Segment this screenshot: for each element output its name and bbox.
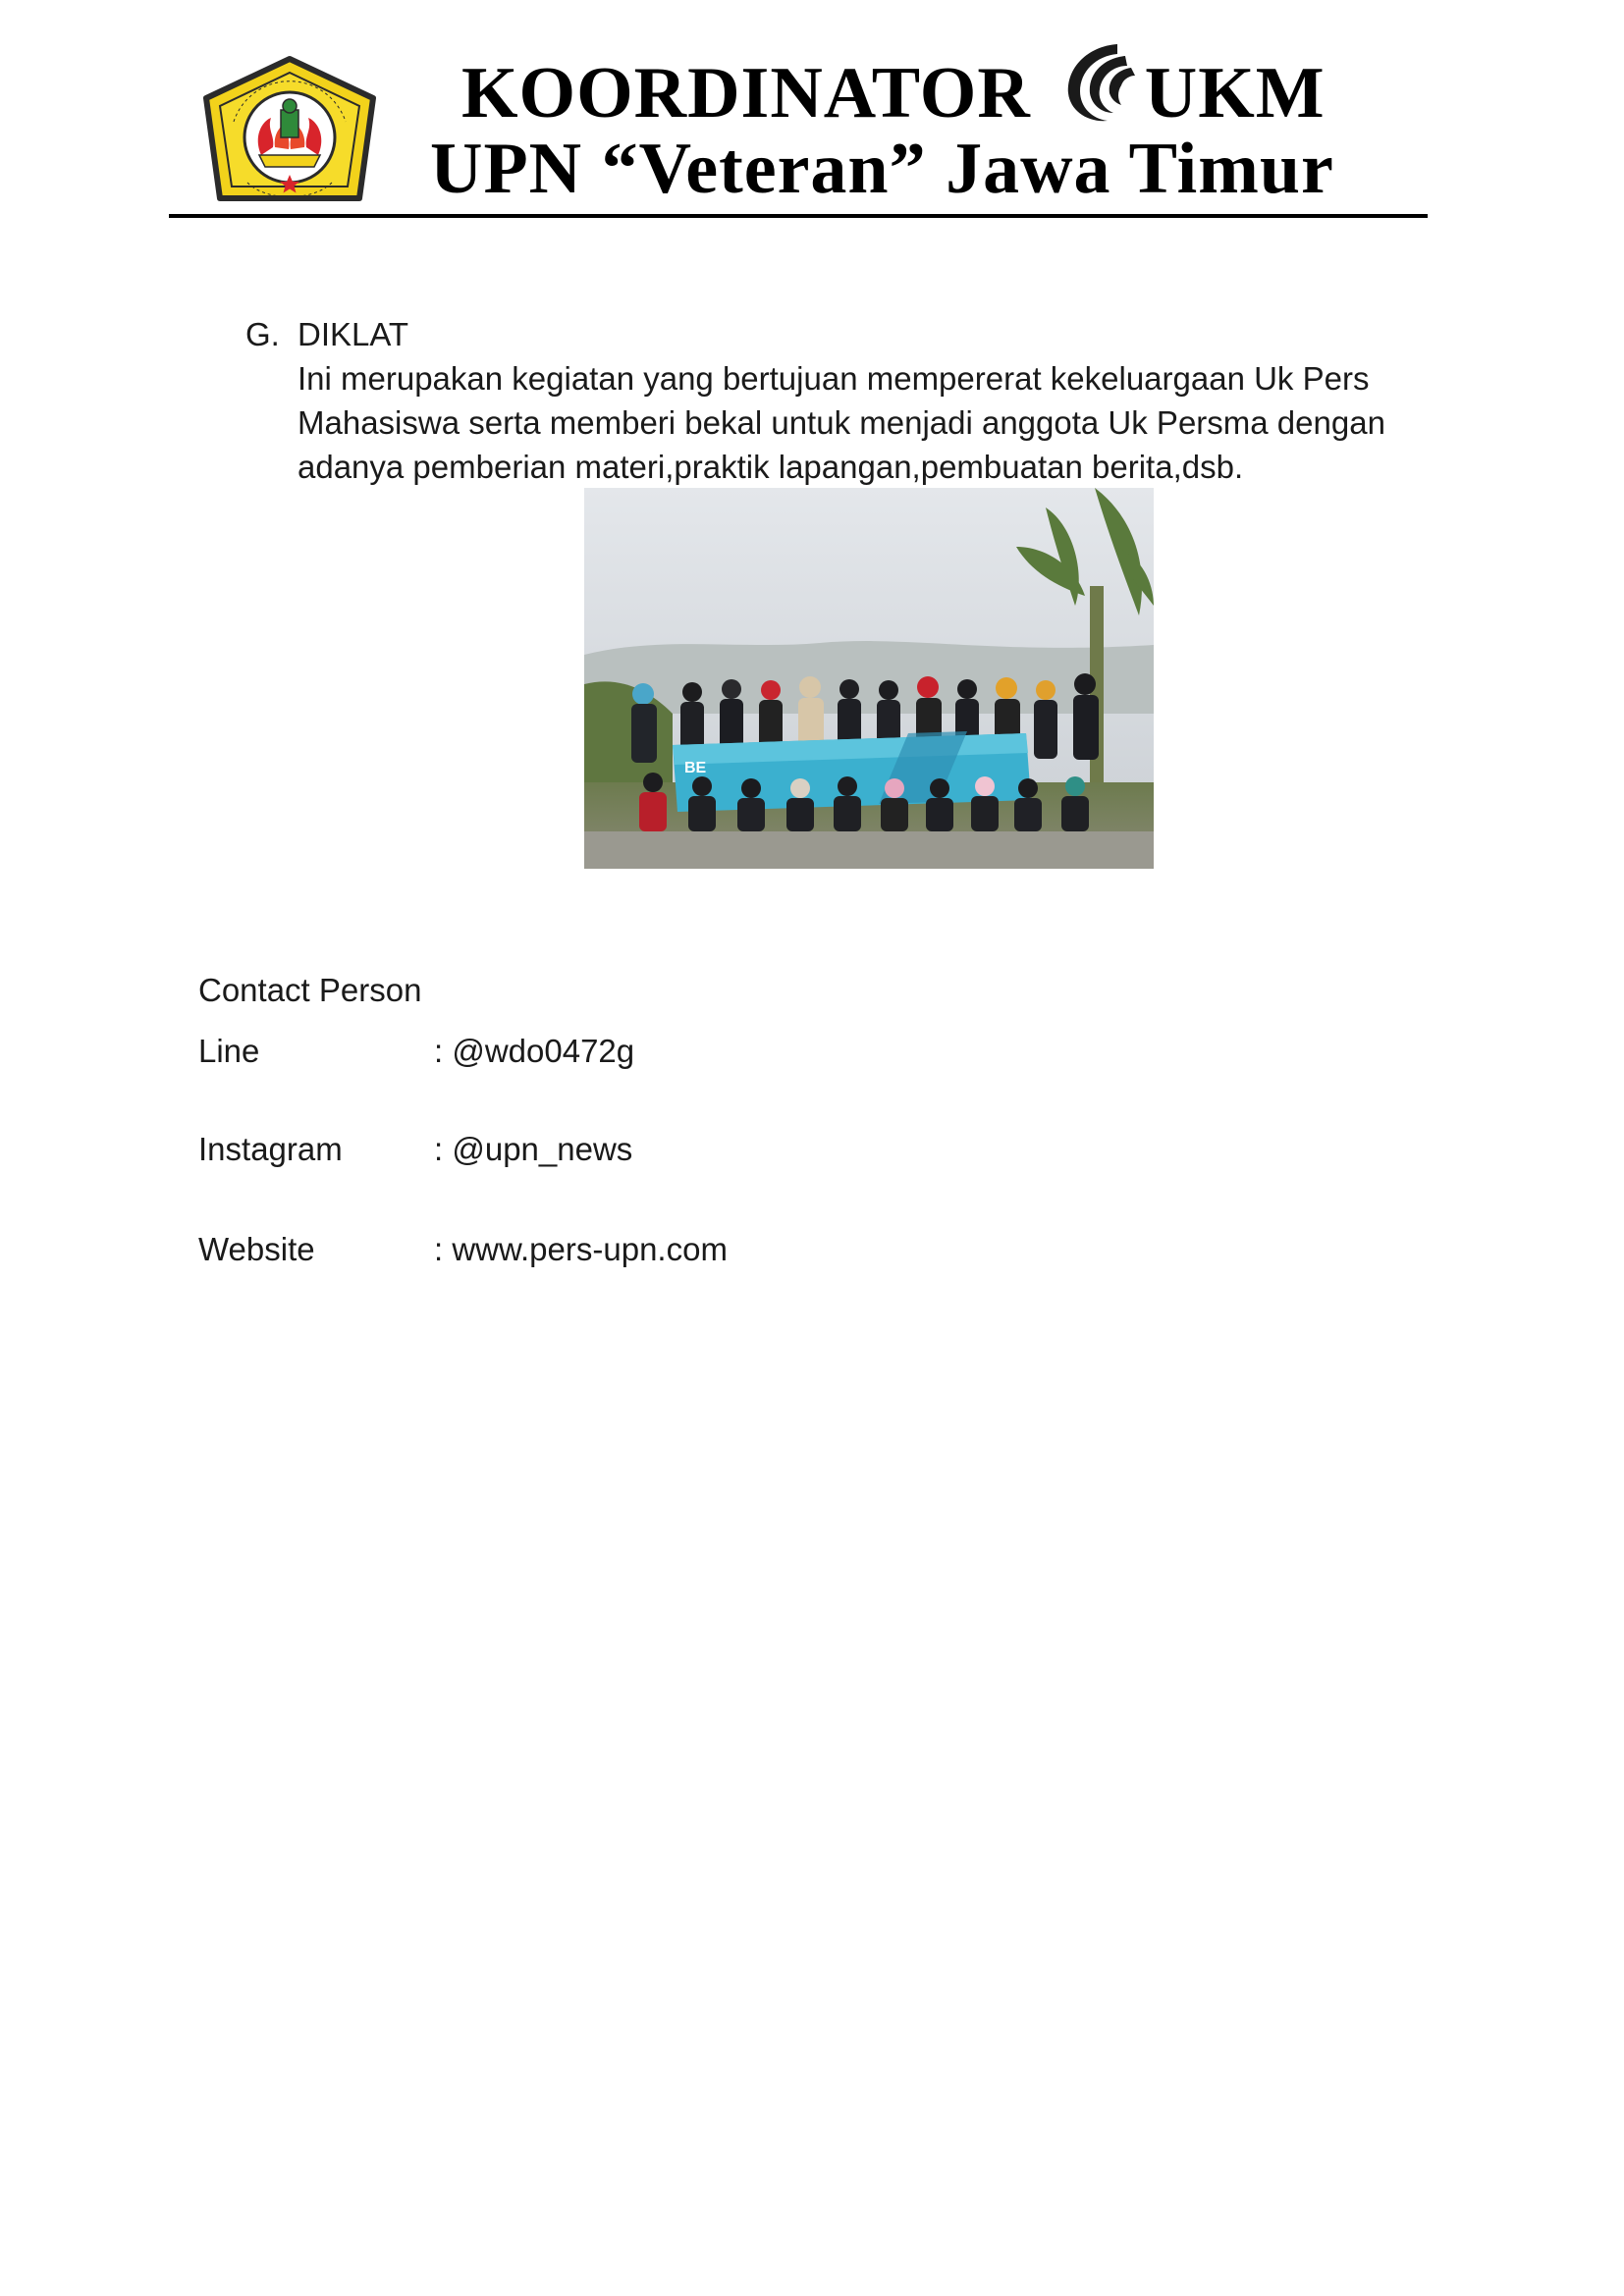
banner-text: BE: [684, 760, 707, 776]
body-line: Mahasiswa serta memberi bekal untuk menjadi anggota Uk Persma dengan: [298, 404, 1385, 441]
title-koordinator: KOORDINATOR: [461, 52, 1031, 133]
contact-label: Instagram: [198, 1131, 343, 1167]
letterhead-subtitle: UPN “Veteran” Jawa Timur: [430, 129, 1334, 209]
letterhead-divider: [169, 214, 1428, 218]
contact-title: Contact Person: [198, 972, 422, 1008]
contact-value: : @upn_news: [434, 1131, 633, 1167]
body-line: Ini merupakan kegiatan yang bertujuan mempererat kekeluargaan Uk Pers: [298, 360, 1370, 397]
section-body: [298, 356, 1417, 489]
group-photo-illustration: [584, 488, 1154, 869]
contact-value: : @wdo0472g: [434, 1033, 635, 1069]
university-logo: [196, 53, 383, 210]
title-ukm: UKM: [1144, 52, 1326, 133]
section-heading: DIKLAT: [298, 316, 409, 352]
group-photo: [584, 488, 1154, 869]
letterhead: [0, 0, 1624, 226]
section-marker: G.: [245, 316, 280, 352]
contact-value: : www.pers-upn.com: [434, 1231, 728, 1267]
body-line: adanya pemberian materi,praktik lapangan,pembuatan berita,dsb.: [298, 449, 1244, 485]
contact-label: Line: [198, 1033, 260, 1069]
spiral-swoosh-icon: [1049, 36, 1143, 131]
letterhead-title: [461, 49, 1326, 137]
contact-label: Website: [198, 1231, 315, 1267]
